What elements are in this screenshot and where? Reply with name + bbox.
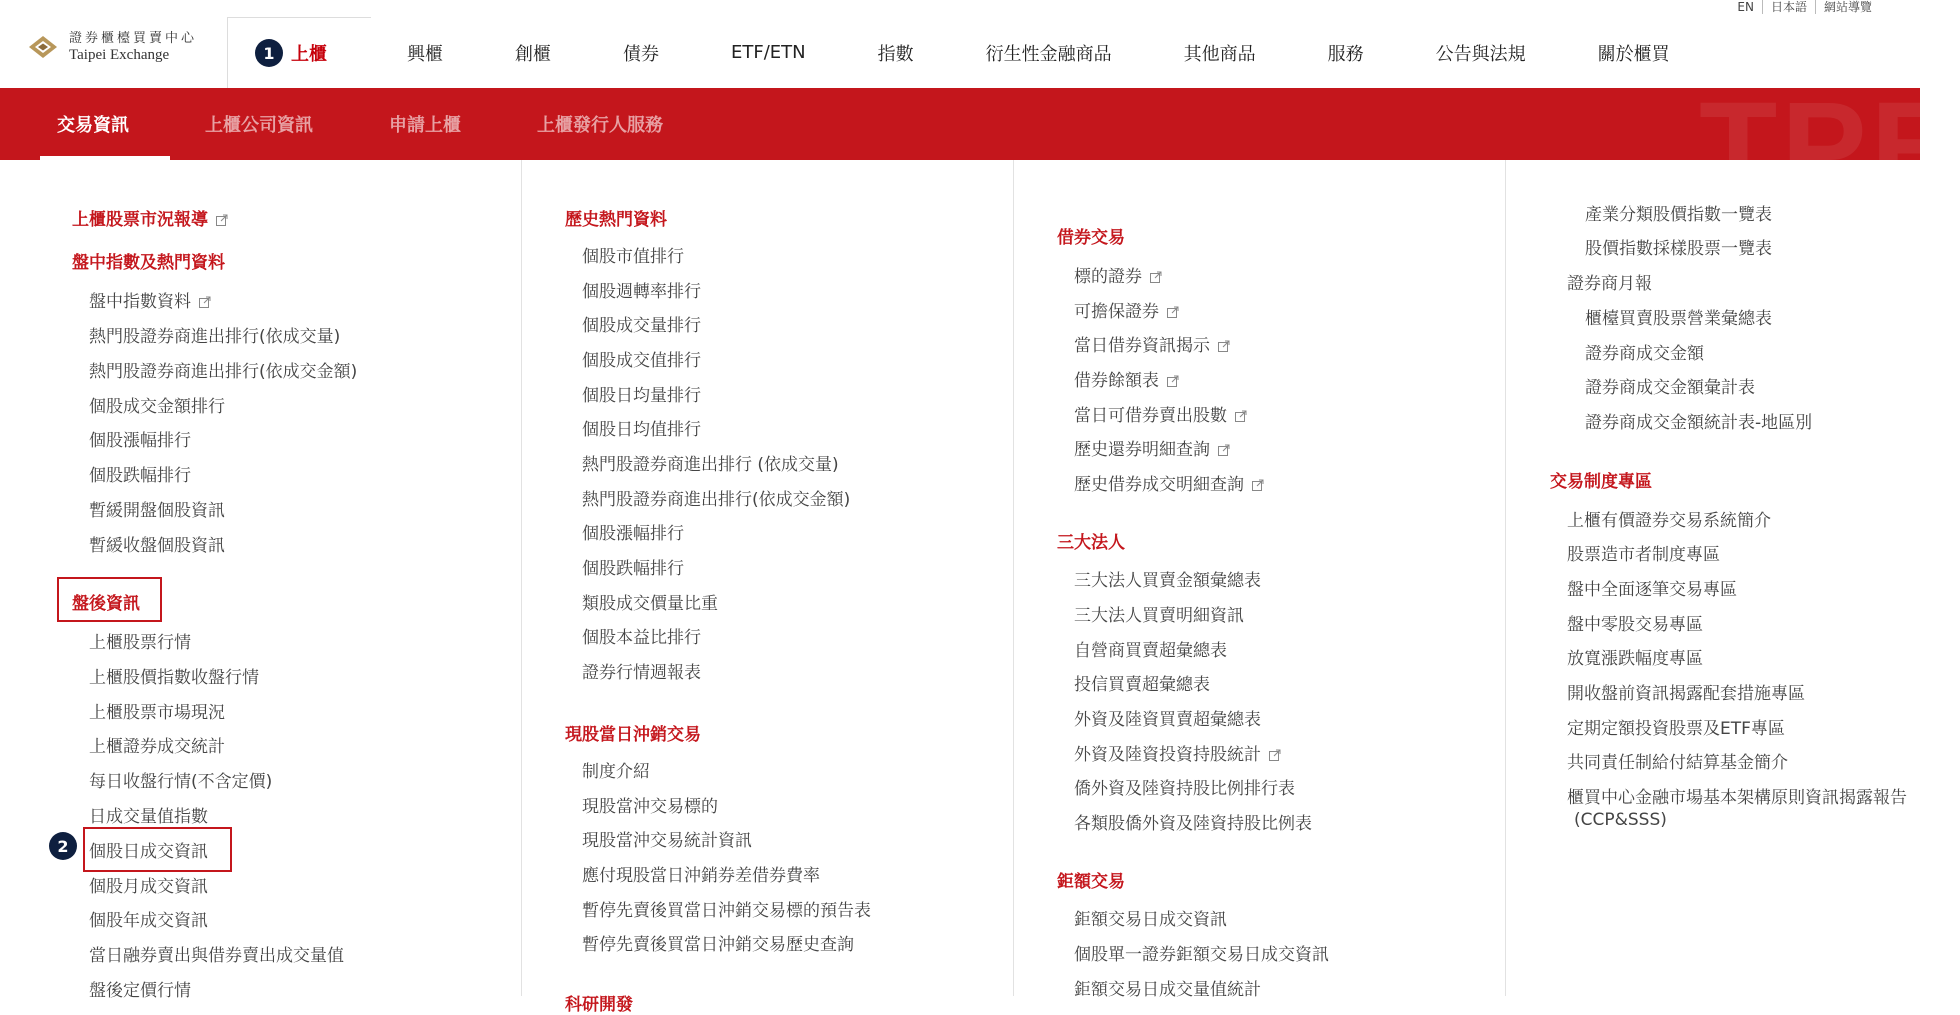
menu-category-cut-off[interactable]: 科研開發 [565,995,633,1015]
menu-link[interactable]: 個股本益比排行 [582,628,701,648]
subnav-issuer-services[interactable]: 上櫃發行人服務 [537,115,663,136]
menu-link[interactable]: 股價指數採樣股票一覽表 [1585,239,1772,259]
subnav-apply-listing[interactable]: 申請上櫃 [389,115,461,136]
menu-link[interactable]: 三大法人買賣金額彙總表 [1074,571,1261,591]
menu-category[interactable]: 鉅額交易 [1057,872,1125,892]
menu-link[interactable]: 證券商成交金額統計表-地區別 [1585,413,1813,433]
nav-label: 上櫃 [291,44,327,65]
menu-link[interactable]: 盤中指數資料 [89,287,211,312]
menu-category[interactable]: 歷史熱門資料 [565,210,667,230]
menu-link[interactable]: 個股單一證券鉅額交易日成交資訊 [1074,945,1329,965]
menu-link[interactable]: 暫停先賣後買當日沖銷交易歷史查詢 [582,935,854,955]
header [0,0,1920,88]
nav-item-bonds[interactable]: 債券 [623,43,659,65]
menu-link[interactable]: 證券行情週報表 [582,663,701,683]
menu-link[interactable]: 三大法人買賣明細資訊 [1074,606,1244,626]
subnav-trading-info[interactable]: 交易資訊 [57,115,129,136]
menu-subheading[interactable]: 證券商月報 [1567,274,1652,294]
menu-link[interactable]: 當日借券資訊揭示 [1074,331,1230,356]
menu-column-2 [521,160,1014,1015]
menu-link[interactable]: 個股跌幅排行 [582,559,684,579]
menu-link[interactable]: 外資及陸資投資持股統計 [1074,740,1281,765]
external-link-icon [1269,749,1281,761]
menu-category[interactable]: 現股當日沖銷交易 [565,725,701,745]
tpe-watermark: TPE [1699,76,1960,219]
menu-link[interactable]: 個股年成交資訊 [89,911,208,931]
menu-link[interactable]: 個股週轉率排行 [582,282,701,302]
menu-link[interactable]: 個股漲幅排行 [89,431,191,451]
external-link-icon [1218,340,1230,352]
menu-link[interactable]: 開收盤前資訊揭露配套措施專區 [1567,684,1805,704]
menu-link[interactable]: 上櫃股價指數收盤行情 [89,668,259,688]
menu-link[interactable]: 個股成交值排行 [582,351,701,371]
menu-link[interactable]: 當日可借券賣出股數 [1074,401,1247,426]
menu-link[interactable]: 可擔保證券 [1074,297,1179,322]
utility-links [1729,0,1880,14]
menu-link[interactable]: 個股市值排行 [582,247,684,267]
menu-link[interactable]: 個股成交量排行 [582,316,701,336]
menu-link-continued[interactable]: (CCP&SSS) [1574,810,1667,830]
logo-icon [25,32,61,62]
menu-link[interactable]: 暫停先賣後買當日沖銷交易標的預告表 [582,901,871,921]
menu-link[interactable]: 鉅額交易日成交量值統計 [1074,980,1261,1000]
nav-item-other-products[interactable]: 其他商品 [1183,43,1256,65]
menu-link[interactable]: 櫃檯買賣股票營業彙總表 [1585,309,1772,329]
menu-link[interactable]: 證券商成交金額 [1585,344,1704,364]
nav-item-services[interactable]: 服務 [1327,43,1364,65]
menu-link[interactable]: 盤後定價行情 [89,981,191,1001]
menu-link[interactable]: 熱門股證券商進出排行(依成交金額) [89,362,358,382]
logo-en: Taipei Exchange [69,47,170,63]
external-link-icon [199,296,211,308]
menu-link[interactable]: 定期定額投資股票及ETF專區 [1567,719,1785,739]
menu-link[interactable]: 標的證券 [1074,262,1162,287]
menu-link[interactable]: 暫緩開盤個股資訊 [89,501,225,521]
menu-link[interactable]: 日成交量值指數 [89,807,208,827]
subnav-company-info[interactable]: 上櫃公司資訊 [205,115,313,136]
step-badge-1: 1 [255,39,283,67]
menu-link[interactable]: 上櫃股票行情 [89,633,191,653]
menu-link[interactable]: 現股當沖交易統計資訊 [582,831,752,851]
external-link-icon [1150,271,1162,283]
nav-item-gisa[interactable]: 創櫃 [515,43,551,65]
menu-link[interactable]: 類股成交價量比重 [582,594,718,614]
menu-category-after-hours[interactable]: 盤後資訊 [72,594,140,614]
logo-zh: 證券櫃檯買賣中心 [69,31,198,46]
menu-link[interactable]: 鉅額交易日成交資訊 [1074,910,1227,930]
menu-category[interactable]: 三大法人 [1057,533,1125,553]
menu-link[interactable]: 個股漲幅排行 [582,524,684,544]
step-badge-2: 2 [49,832,77,860]
menu-link[interactable]: 暫緩收盤個股資訊 [89,536,225,556]
menu-category[interactable]: 盤中指數及熱門資料 [72,253,225,273]
menu-link[interactable]: 制度介紹 [582,762,650,782]
menu-column-1 [0,160,520,1001]
menu-link[interactable]: 借券餘額表 [1074,366,1179,391]
menu-link[interactable]: 個股跌幅排行 [89,466,191,486]
menu-link[interactable]: 共同責任制給付結算基金簡介 [1567,753,1788,773]
nav-item-otc[interactable] [227,17,371,88]
menu-link-daily-trading-info[interactable]: 個股日成交資訊 [89,842,208,862]
nav-item-about[interactable]: 關於櫃買 [1597,43,1670,65]
menu-link[interactable]: 熱門股證券商進出排行(依成交量) [89,327,341,347]
menu-link[interactable]: 僑外資及陸資持股比例排行表 [1074,779,1295,799]
menu-link[interactable]: 應付現股當日沖銷券差借券費率 [582,866,820,886]
menu-link[interactable]: 上櫃有價證券交易系統簡介 [1567,511,1771,531]
menu-link[interactable]: 個股日均值排行 [582,420,701,440]
nav-item-index[interactable]: 指數 [877,43,914,65]
menu-link[interactable]: 各類股僑外資及陸資持股比例表 [1074,814,1312,834]
external-link-icon [1167,306,1179,318]
logo[interactable] [25,30,197,64]
nav-item-emerging[interactable]: 興櫃 [407,43,443,65]
menu-link[interactable]: 歷史借券成交明細查詢 [1074,470,1264,495]
nav-item-etf-etn[interactable]: ETF/ETN [731,42,806,63]
menu-link[interactable]: 盤中全面逐筆交易專區 [1567,580,1737,600]
menu-category[interactable]: 借券交易 [1057,228,1125,248]
menu-link[interactable]: 自營商買賣超彙總表 [1074,641,1227,661]
menu-column-4 [1505,160,1921,996]
util-link-sitemap[interactable]: 網站導覽 [1815,0,1880,14]
menu-link[interactable]: 盤中零股交易專區 [1567,615,1703,635]
menu-link[interactable]: 個股成交金額排行 [89,397,225,417]
menu-link[interactable]: 櫃買中心金融市場基本架構原則資訊揭露報告 [1567,788,1907,808]
menu-category[interactable]: 上櫃股票市況報導 [72,205,228,230]
external-link-icon [1218,444,1230,456]
menu-link[interactable]: 產業分類股價指數一覽表 [1585,205,1772,225]
menu-link[interactable]: 熱門股證券商進出排行(依成交金額) [582,490,851,510]
menu-link[interactable]: 歷史還券明細查詢 [1074,435,1230,460]
menu-link[interactable]: 熱門股證券商進出排行 (依成交量) [582,455,839,475]
external-link-icon [1235,410,1247,422]
util-link-en[interactable]: EN [1737,0,1754,14]
menu-link[interactable]: 上櫃股票市場現況 [89,703,225,723]
nav-item-derivatives[interactable]: 衍生性金融商品 [985,43,1112,65]
main-nav [227,17,1706,88]
menu-link[interactable]: 上櫃證券成交統計 [89,737,225,757]
menu-link[interactable]: 投信買賣超彙總表 [1074,675,1210,695]
nav-item-announcements[interactable]: 公告與法規 [1435,43,1526,65]
menu-category[interactable]: 交易制度專區 [1550,472,1652,492]
menu-link[interactable]: 個股日均量排行 [582,386,701,406]
menu-link[interactable]: 現股當沖交易標的 [582,797,718,817]
external-link-icon [1252,479,1264,491]
external-link-icon [216,214,228,226]
menu-link[interactable]: 外資及陸資買賣超彙總表 [1074,710,1261,730]
menu-link[interactable]: 證券商成交金額彙計表 [1585,378,1755,398]
external-link-icon [1167,375,1179,387]
menu-link[interactable]: 每日收盤行情(不含定價) [89,772,273,792]
menu-link[interactable]: 個股月成交資訊 [89,877,208,897]
util-link-ja[interactable]: 日本語 [1762,0,1815,14]
menu-column-3 [1013,160,1506,1000]
menu-link[interactable]: 當日融券賣出與借券賣出成交量值 [89,946,344,966]
menu-link[interactable]: 股票造市者制度專區 [1567,545,1720,565]
menu-link[interactable]: 放寬漲跌幅度專區 [1567,649,1703,669]
